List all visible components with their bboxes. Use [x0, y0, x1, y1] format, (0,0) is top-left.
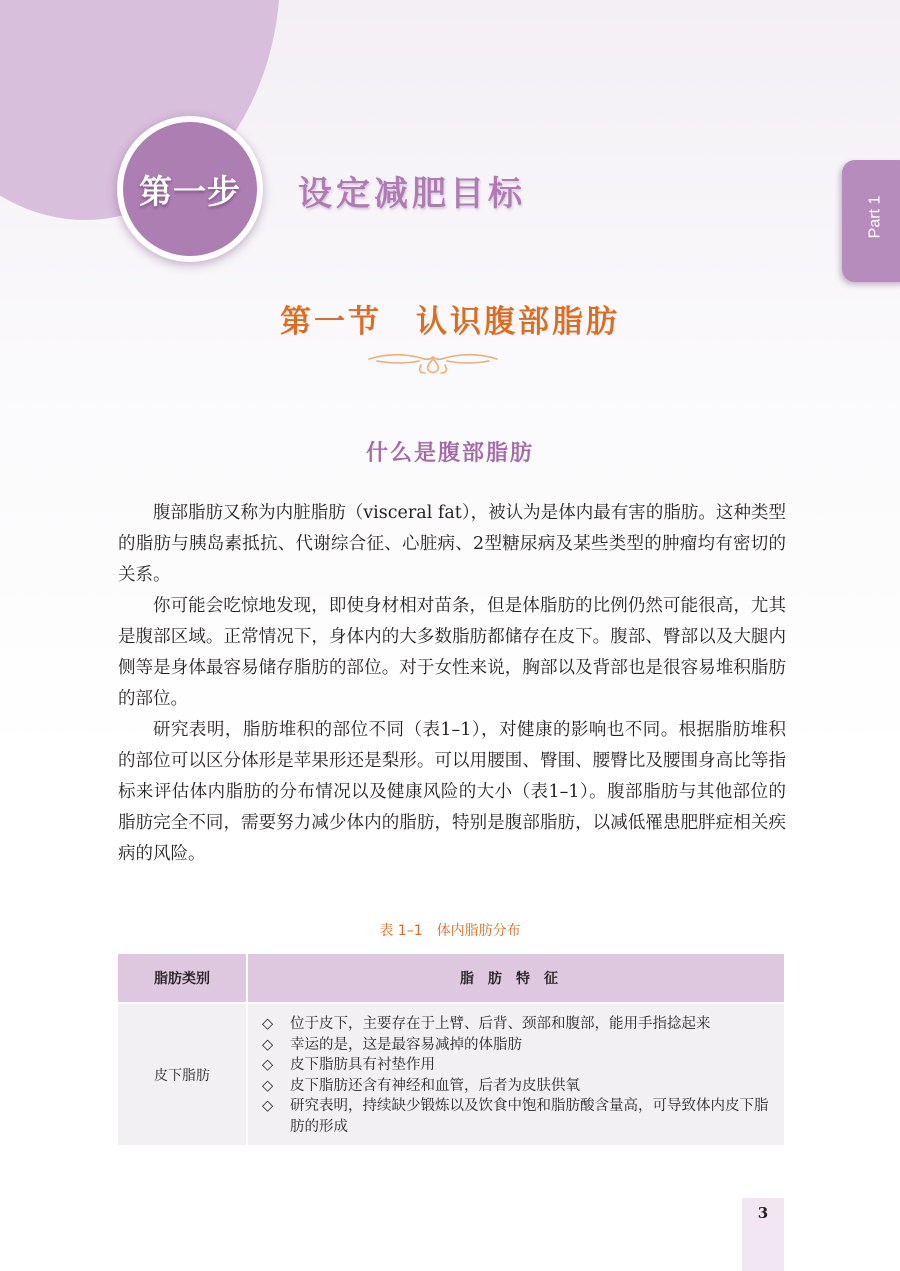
page-number: 3 — [757, 1204, 769, 1222]
fat-distribution-table — [118, 954, 784, 1145]
table-header-row — [118, 954, 784, 1003]
diamond-bullet-icon: ◇ — [262, 1057, 274, 1073]
features-list — [262, 1014, 770, 1137]
table-header-type: 脂肪类别 — [118, 954, 247, 1003]
table-row — [118, 1003, 784, 1145]
paragraph: 腹部脂肪又称为内脏脂肪（visceral fat），被认为是体内最有害的脂肪。这种类型的脂肪与胰岛素抵抗、代谢综合征、心脏病、2型糖尿病及某些类型的肿瘤均有密切的关系。 — [118, 503, 786, 585]
diamond-bullet-icon: ◇ — [262, 1036, 274, 1053]
list-item: ◇ 幸运的是，这是最容易减掉的体脂肪 — [262, 1035, 770, 1056]
part-tab-label: Part 1 — [866, 195, 884, 239]
ornament-divider-icon — [365, 349, 501, 377]
diamond-bullet-icon: ◇ — [262, 1016, 274, 1032]
table-header-features: 脂肪特征 — [247, 954, 784, 1003]
list-item: ◇ 皮下脂肪还含有神经和血管，后者为皮肤供氧 — [262, 1076, 770, 1097]
table-caption: 表 1–1 体内脂肪分布 — [379, 923, 521, 939]
page-number-box — [742, 1198, 784, 1271]
list-item: ◇ 位于皮下，主要存在于上臂、后背、颈部和腹部，能用手指捻起来 — [262, 1014, 770, 1035]
diamond-bullet-icon: ◇ — [262, 1098, 274, 1114]
chapter-title: 设定减肥目标 — [298, 174, 526, 214]
diamond-bullet-icon: ◇ — [262, 1077, 274, 1094]
step-badge-label: 第一步 — [139, 171, 241, 211]
fat-type-cell: 皮下脂肪 — [118, 1003, 247, 1145]
part-tab — [842, 160, 900, 282]
step-badge — [117, 116, 263, 262]
fat-features-cell — [247, 1003, 784, 1145]
list-item: ◇ 研究表明，持续缺少锻炼以及饮食中饱和脂肪酸含量高，可导致体内皮下脂肪的形成 — [262, 1098, 769, 1135]
section-title: 第一节 认识腹部脂肪 — [280, 304, 620, 340]
paragraph: 研究表明，脂肪堆积的部位不同（表1–1），对健康的影响也不同。根据脂肪堆积的部位可以区分体形是苹果形还是梨形。可以用腰围、臀围、腰臀比及腰围身高比等指标来评估体内脂肪的分布情况以及健康风险的大小（表1–1）。腹部脂肪与其他部位的脂肪完全不同，需要努力减少体内的脂肪，特别是腹部脂肪，以减低罹患肥胖症相关疾病的风险。 — [118, 720, 786, 864]
body-text — [118, 498, 786, 870]
subsection-title: 什么是腹部脂肪 — [365, 440, 534, 466]
paragraph: 你可能会吃惊地发现，即使身材相对苗条，但是体脂肪的比例仍然可能很高，尤其是腹部区域。正常情况下，身体内的大多数脂肪都储存在皮下。腹部、臀部以及大腿内侧等是身体最容易储存脂肪的部位。对于女性来说，胸部以及背部也是很容易堆积脂肪的部位。 — [118, 596, 786, 709]
list-item: ◇ 皮下脂肪具有衬垫作用 — [262, 1055, 770, 1076]
